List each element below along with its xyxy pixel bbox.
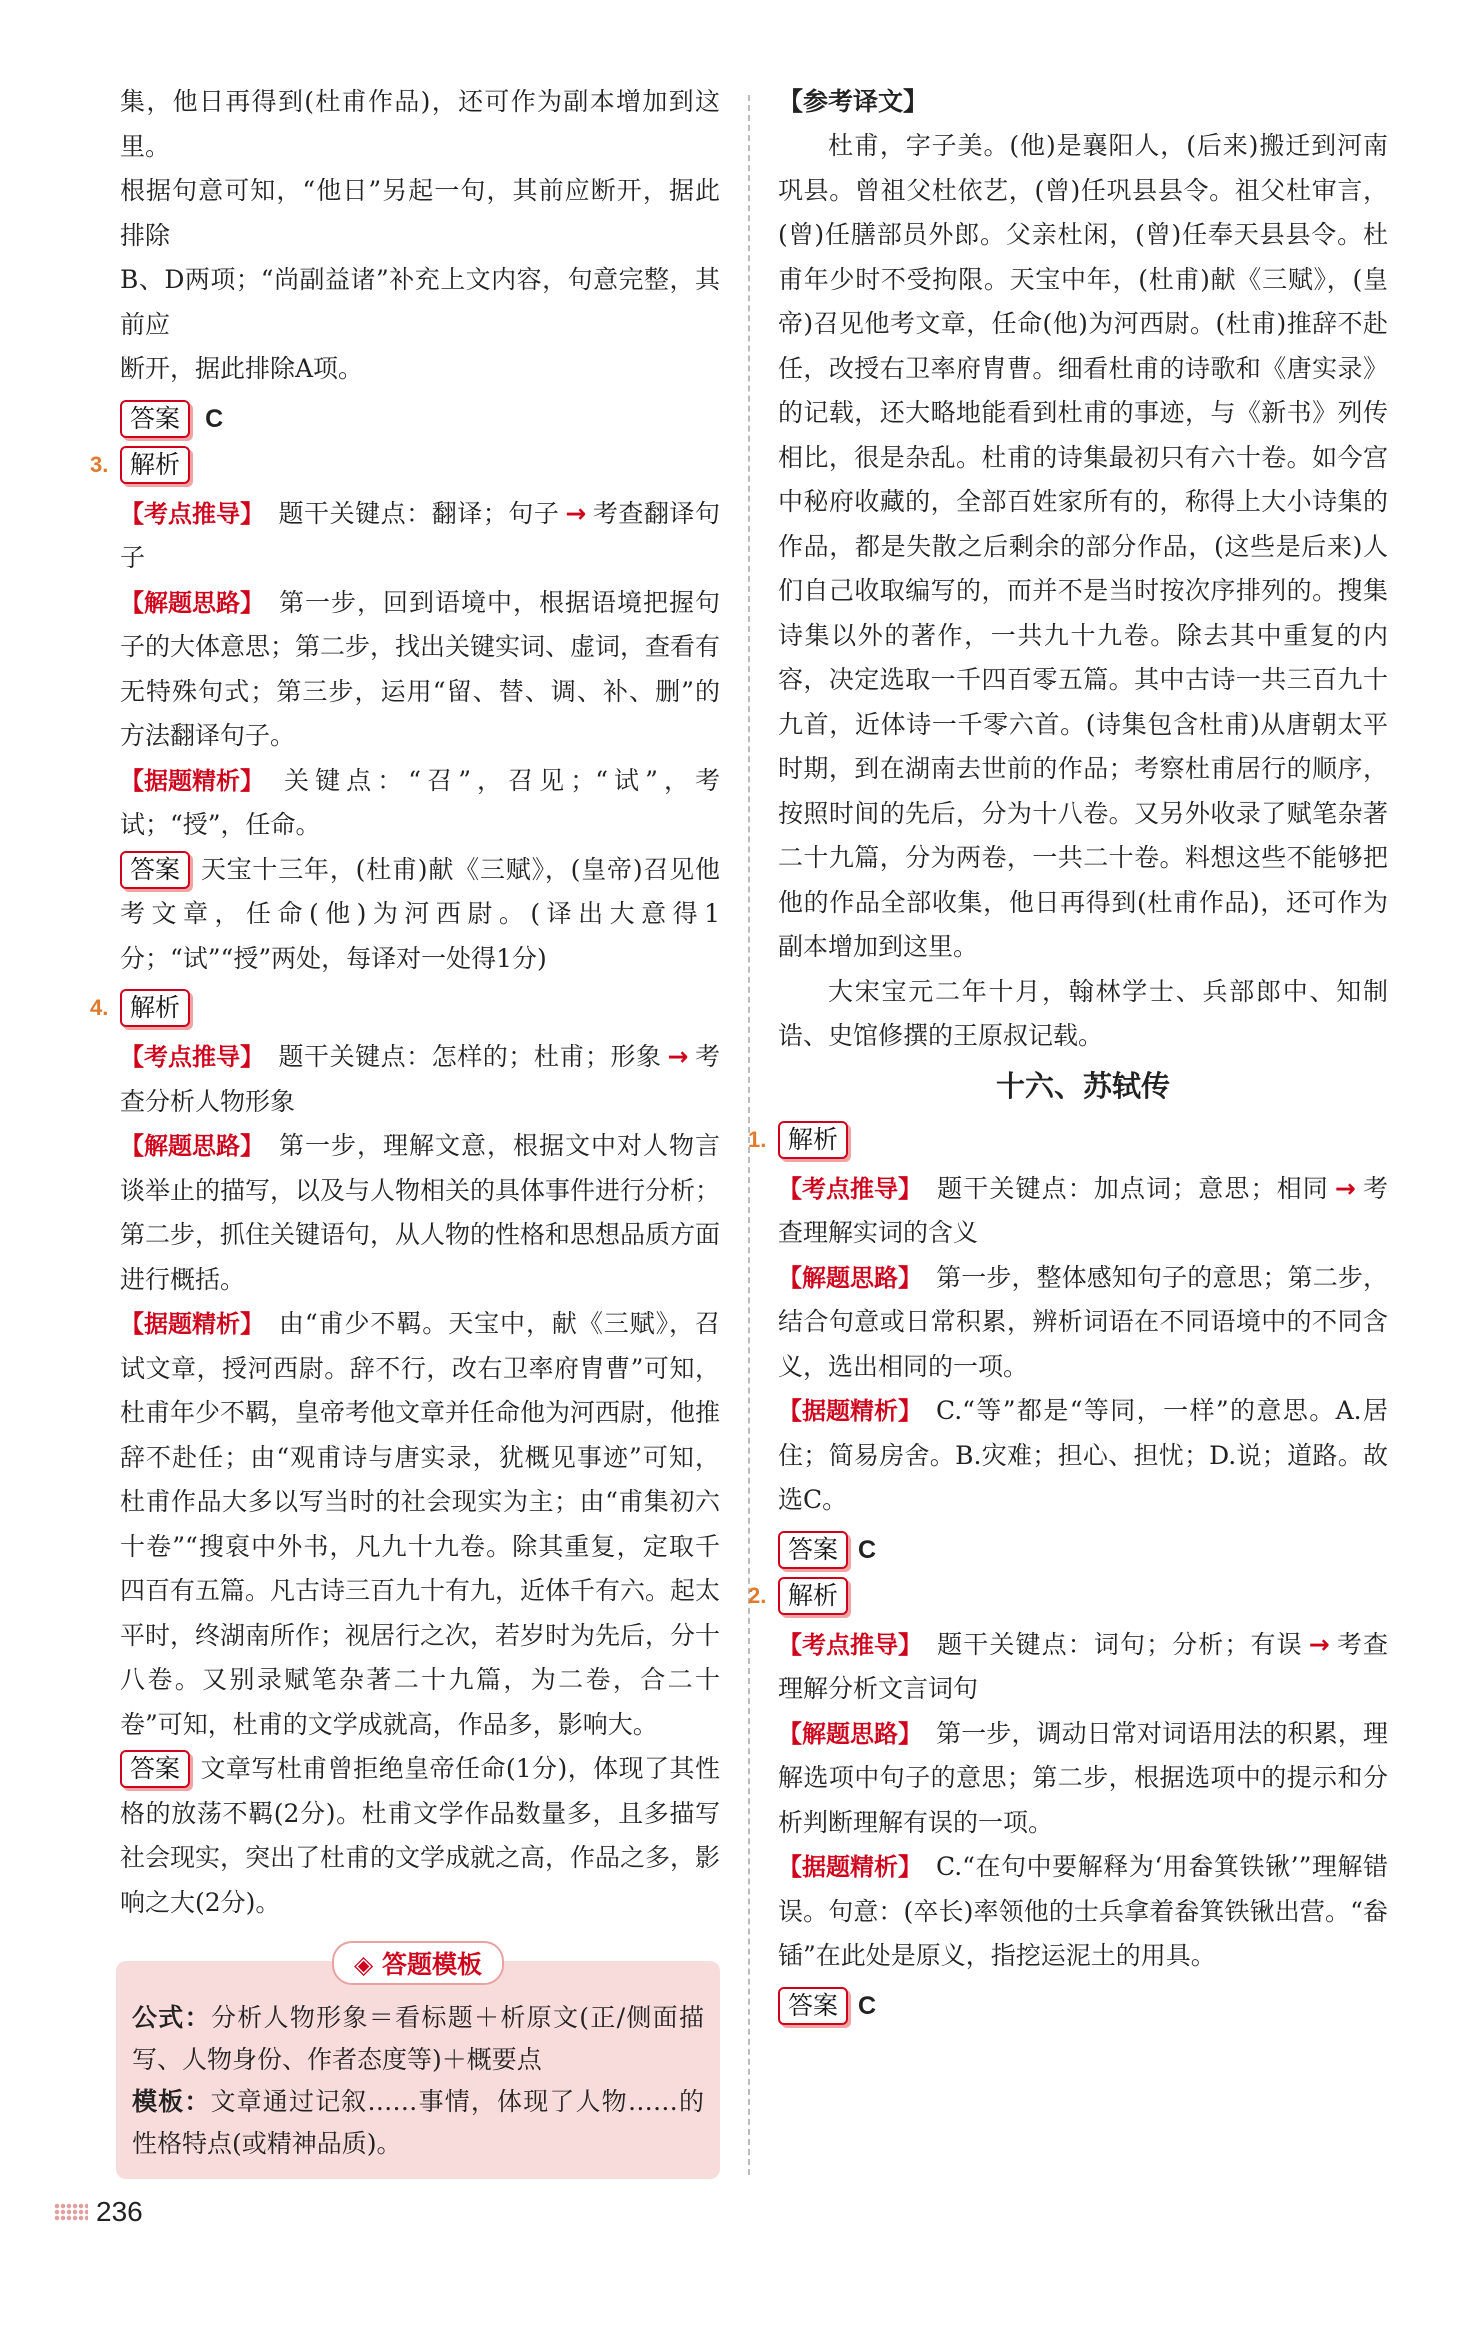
answer-value: C [205, 404, 224, 433]
jingxi-tag: 【据题精析】 [120, 1310, 264, 1338]
r-q2-number: 2. [748, 1582, 767, 1608]
q3-answer-text: 天宝十三年，(杜甫)献《三赋》，(皇帝)召见他考文章，任命(他)为河西尉。(译出大意得1分；“试”“授”两处，每译对一处得1分) [120, 854, 720, 973]
r-q1-silu-text: 第一步，整体感知句子的意思；第二步，结合句意或日常积累，辨析词语在不同语境中的不同含义，选出相同的一项。 [778, 1262, 1388, 1381]
r-q1-number: 1. [748, 1126, 767, 1152]
q3-jingxi [120, 759, 720, 848]
q3-kaodian-tail: 句子 [120, 498, 720, 572]
translation-heading: 【参考译文】 [778, 87, 929, 116]
left-column [90, 80, 721, 2179]
translation-paragraph-1: 杜甫，字子美。(他)是襄阳人，(后来)搬迁到河南巩县。曾祖父杜依艺，(曾)任巩县县令。祖父杜审言，(曾)任膳部员外郎。父亲杜闲，(曾)任奉天县县令。杜甫年少时不受拘限。天宝中年，(杜甫)献《三赋》，(皇帝)召见他考文章，任命(他)为河西尉。(杜甫)推辞不赴任，改授右卫率府胄曹。细看杜甫的诗歌和《唐实录》的记载，还大略地能看到杜甫的事迹，与《新书》列传相比，很是杂乱。杜甫的诗集最初只有六十卷。如今宫中秘府收藏的，全部百姓家所有的，称得上大小诗集的作品，都是失散之后剩余的部分作品，(这些是后来)人们自己收取编写的，而并不是当时按次序排列的。搜集诗集以外的著作，一共九十九卷。除去其中重复的内容，决定选取一千四百零五篇。其中古诗一共三百九十九首，近体诗一千零六首。(诗集包含杜甫)从唐朝太平时期，到在湖南去世前的作品；考察杜甫居行的顺序，按照时间的先后，分为十八卷。又另外收录了赋笔杂著二十九篇，分为两卷，一共二十卷。料想这些不能够把他的作品全部收集，他日再得到(杜甫作品)，还可作为副本增加到这里。 [778, 131, 1388, 961]
intro-line-2: 根据句意可知，“他日”另起一句，其前应断开，据此排除 [120, 176, 720, 250]
layers-icon: ◈ [354, 1950, 382, 1979]
q3-silu [120, 581, 720, 759]
answer-label: 答案 [778, 1531, 848, 1569]
q4-kaodian [120, 1035, 720, 1124]
q4-kaodian-tail: 分析人物形象 [145, 1086, 296, 1116]
kaodian-tag: 【考点推导】 [120, 499, 264, 528]
answer-row-q2 [120, 400, 720, 438]
analysis-label: 解析 [778, 1577, 848, 1615]
right-column [748, 80, 1388, 2033]
silu-tag: 【解题思路】 [120, 588, 264, 617]
template-formula [132, 1997, 704, 2081]
r-q1-kaodian-tail: 理解实词的含义 [803, 1218, 979, 1247]
page-number-text: 236 [96, 2196, 143, 2227]
r-q1-kaodian-result: 考查 [778, 1173, 1388, 1247]
q3-kaodian [120, 492, 720, 581]
page-number [54, 2196, 143, 2228]
q4-kaodian-text: 题干关键点：怎样的；杜甫；形象 [278, 1042, 662, 1071]
r-q1-header [748, 1121, 1388, 1159]
silu-tag: 【解题思路】 [120, 1132, 264, 1160]
q4-jingxi-text: 由“甫少不羁。天宝中，献《三赋》，召试文章，授河西尉。辞不行，改右卫率府胄曹”可知，杜甫年少不羁，皇帝考他文章并任命他为河西尉，他推辞不赴任；由“观甫诗与唐实录，犹概见事迹”可知，杜甫作品大多以写当时的社会现实为主；由“甫集初六十卷”“搜裒中外书，凡九十九卷。除其重复，定取千四百有五篇。凡古诗三百九十有九，近体千有六。起太平时，终湖南所作；视居行之次，若岁时为先后，分十八卷。又别录赋笔杂著二十九篇，为二卷，合二十卷”可知，杜甫的文学成就高，作品多，影响大。 [120, 1309, 721, 1739]
jingxi-tag: 【据题精析】 [120, 766, 264, 795]
analysis-label: 解析 [120, 446, 190, 484]
r-q2-kaodian-text: 题干关键点：词句；分析；有误 [936, 1629, 1303, 1659]
r-q2-answer-value: C [858, 1991, 877, 2020]
q4-jingxi [120, 1302, 720, 1747]
formula-label: 公式： [132, 2003, 211, 2032]
r-q1-silu [778, 1256, 1388, 1390]
r-q2-jingxi-text: C.“在句中要解释为‘用畚箕铁锹’”理解错误。句意：(卒长)率领他的士兵拿着畚箕铁锹出营。“畚锸”在此处是原义，指挖运泥土的用具。 [778, 1852, 1388, 1970]
analysis-label: 解析 [778, 1121, 848, 1159]
kaodian-tag: 【考点推导】 [778, 1174, 922, 1203]
arrow-icon: → [667, 1042, 689, 1071]
answer-label: 答案 [778, 1987, 848, 2025]
q3-kaodian-result: 考查翻译 [592, 498, 695, 528]
q4-header [90, 989, 720, 1027]
kaodian-tag: 【考点推导】 [778, 1630, 922, 1659]
q4-silu [120, 1124, 720, 1302]
q4-silu-text: 第一步，理解文意，根据文中对人物言谈举止的描写，以及与人物相关的具体事件进行分析；第二步，抓住关键语句，从人物的性格和思想品质方面进行概括。 [120, 1131, 721, 1294]
answer-label: 答案 [120, 400, 190, 438]
arrow-icon: → [565, 498, 587, 528]
silu-tag: 【解题思路】 [778, 1719, 922, 1748]
r-q2-silu-text: 第一步，调动日常对词语用法的积累，理解选项中句子的意思；第二步，根据选项中的提示和分析判断理解有误的一项。 [778, 1718, 1388, 1837]
r-q1-jingxi-text: C.“等”都是“等同，一样”的意思。A.居住；简易房舍。B.灾难；担心、担忧；D.说；道路。故选C。 [778, 1396, 1388, 1514]
arrow-icon: → [1308, 1629, 1330, 1659]
template-text: 文章通过记叙……事情，体现了人物……的性格特点(或精神品质)。 [132, 2087, 704, 2158]
r-q1-answer-value: C [858, 1535, 877, 1564]
answer-template-box [116, 1950, 720, 2179]
intro-line-4: 断开，据此排除A项。 [120, 354, 364, 383]
section-title: 十六、苏轼传 [995, 1068, 1170, 1103]
translation-paragraph-2: 大宋宝元二年十月，翰林学士、兵部郎中、知制诰、史馆修撰的王原叔记载。 [778, 976, 1388, 1050]
dots-decoration-icon [54, 2203, 88, 2221]
q4-number: 4. [90, 995, 109, 1020]
q3-silu-text: 第一步，回到语境中，根据语境把握句子的大体意思；第二步，找出关键实词、虚词，查看有无特殊句式；第三步，运用“留、替、调、补、删”的方法翻译句子。 [120, 587, 721, 750]
q4-answer-text: 文章写杜甫曾拒绝皇帝任命(1分)，体现了其性格的放荡不羁(2分)。杜甫文学作品数量多，且多描写社会现实，突出了杜甫的文学成就之高，作品之多，影响之大(2分)。 [120, 1754, 721, 1917]
r-q1-kaodian [778, 1167, 1388, 1256]
r-q1-jingxi [778, 1389, 1388, 1523]
jingxi-tag: 【据题精析】 [778, 1397, 922, 1425]
r-q1-kaodian-text: 题干关键点：加点词；意思；相同 [936, 1173, 1329, 1203]
q3-answer [120, 848, 720, 982]
analysis-label: 解析 [120, 989, 190, 1027]
template-template [132, 2081, 704, 2165]
formula-text: 分析人物形象＝看标题＋析原文(正/侧面描写、人物身份、作者态度等)＋概要点 [132, 2003, 704, 2074]
silu-tag: 【解题思路】 [778, 1263, 922, 1292]
template-label: 模板： [132, 2087, 211, 2116]
r-q2-kaodian [778, 1623, 1388, 1712]
kaodian-tag: 【考点推导】 [120, 1043, 264, 1071]
r-q2-silu [778, 1712, 1388, 1846]
q4-kaodian-result: 考查 [120, 1042, 720, 1116]
jingxi-tag: 【据题精析】 [778, 1853, 922, 1881]
q3-kaodian-text: 题干关键点：翻译；句子 [278, 498, 560, 528]
answer-label: 答案 [120, 1750, 190, 1788]
r-q2-answer [778, 1987, 1388, 2025]
template-title: ◈ 答题模板 [332, 1941, 504, 1985]
q3-header [90, 446, 720, 484]
arrow-icon: → [1334, 1173, 1356, 1203]
r-q2-kaodian-result: 考查理 [778, 1629, 1388, 1703]
r-q1-answer [778, 1531, 1388, 1569]
intro-line-3: B、D两项；“尚副益诸”补充上文内容，句意完整，其前应 [120, 265, 720, 339]
q4-answer [120, 1747, 720, 1925]
intro-line-1: 集，他日再得到(杜甫作品)，还可作为副本增加到这里。 [120, 87, 720, 161]
r-q2-header [748, 1577, 1388, 1615]
r-q2-kaodian-tail: 解分析文言词句 [803, 1674, 979, 1703]
r-q2-jingxi [778, 1845, 1388, 1979]
q3-number: 3. [90, 451, 109, 477]
q3-jingxi-text: 关键点：“召”，召见；“试”，考试；“授”，任命。 [120, 765, 720, 839]
answer-label: 答案 [120, 851, 190, 889]
